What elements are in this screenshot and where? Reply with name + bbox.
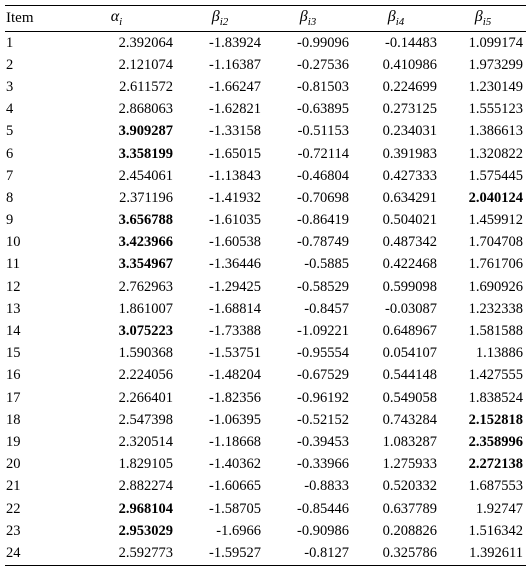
beta-i3-cell: -0.72114 <box>297 145 349 162</box>
table-row <box>5 232 526 254</box>
table-row <box>5 431 526 453</box>
alpha-i-cell: 1.829105 <box>118 456 173 473</box>
beta-i4-cell: 0.487342 <box>382 234 437 251</box>
table-row <box>5 32 526 55</box>
item-number-cell: 24 <box>6 544 21 561</box>
alpha-i-cell: 2.547398 <box>118 411 173 428</box>
table-row <box>5 343 526 365</box>
header-beta-i4: $\beta_{i4}$ <box>387 8 405 29</box>
beta-i5-cell: 1.687553 <box>468 478 523 495</box>
item-number-cell: 8 <box>6 189 14 206</box>
item-number-cell: 18 <box>6 411 21 428</box>
alpha-i-cell: 2.611572 <box>119 78 173 95</box>
beta-i2-cell: -1.06395 <box>209 411 261 428</box>
beta-i5-cell: 2.040124 <box>468 189 523 206</box>
beta-i4-cell: 0.520332 <box>382 478 437 495</box>
beta-i5-cell: 1.704708 <box>468 234 523 251</box>
beta-i3-cell: -0.81503 <box>297 78 349 95</box>
beta-i4-cell: -0.03087 <box>385 300 437 317</box>
table-row <box>5 165 526 187</box>
beta-i3-cell: -0.8457 <box>304 300 349 317</box>
item-number-cell: 12 <box>6 278 21 295</box>
beta-i2-cell: -1.61035 <box>209 212 261 229</box>
item-number-cell: 17 <box>6 389 21 406</box>
table-row <box>5 276 526 298</box>
beta-i5-cell: 1.392611 <box>469 544 523 561</box>
item-number-cell: 21 <box>6 478 21 495</box>
table-row <box>5 254 526 276</box>
beta-i5-cell: 1.459912 <box>468 212 523 229</box>
beta-i3-cell: -0.86419 <box>297 212 349 229</box>
beta-i3-cell: -0.95554 <box>297 345 349 362</box>
header-beta-i5: $\beta_{i5}$ <box>474 8 492 29</box>
beta-i2-cell: -1.60538 <box>209 234 261 251</box>
parameter-table-container <box>5 5 526 566</box>
table-row <box>5 365 526 387</box>
beta-i3-cell: -0.90986 <box>297 522 349 539</box>
beta-i5-cell: 2.358996 <box>468 433 523 450</box>
beta-i3-cell: -0.51153 <box>297 123 349 140</box>
item-number-cell: 11 <box>6 256 20 273</box>
beta-i4-cell: 0.391983 <box>382 145 437 162</box>
item-number-cell: 2 <box>6 56 14 73</box>
table-row <box>5 76 526 98</box>
beta-i3-cell: -0.70698 <box>297 189 349 206</box>
alpha-i-cell: 1.590368 <box>118 345 173 362</box>
item-number-cell: 4 <box>6 101 14 118</box>
beta-i2-cell: -1.36446 <box>209 256 261 273</box>
alpha-i-cell: 3.354967 <box>118 256 173 273</box>
beta-i4-cell: -0.14483 <box>385 34 437 51</box>
table-row <box>5 498 526 520</box>
beta-i5-cell: 1.973299 <box>468 56 523 73</box>
beta-i2-cell: -1.60665 <box>209 478 261 495</box>
beta-i5-cell: 1.099174 <box>468 34 523 51</box>
table-row <box>5 409 526 431</box>
beta-i4-cell: 0.325786 <box>382 544 437 561</box>
beta-i5-cell: 1.761706 <box>468 256 523 273</box>
beta-i3-cell: -0.78749 <box>297 234 349 251</box>
item-number-cell: 10 <box>6 234 21 251</box>
beta-i4-cell: 0.410986 <box>382 56 437 73</box>
beta-i4-cell: 0.273125 <box>382 101 437 118</box>
beta-i2-cell: -1.13843 <box>209 167 261 184</box>
table-row <box>5 210 526 232</box>
beta-i4-cell: 0.054107 <box>382 345 437 362</box>
table-row <box>5 520 526 542</box>
item-number-cell: 23 <box>6 522 21 539</box>
beta-i5-cell: 1.690926 <box>468 278 523 295</box>
table-row <box>5 54 526 76</box>
alpha-i-cell: 2.953029 <box>118 522 173 539</box>
beta-i4-cell: 0.234031 <box>382 123 437 140</box>
beta-i5-cell: 2.152818 <box>468 411 523 428</box>
beta-i3-cell: -1.09221 <box>297 323 349 340</box>
alpha-i-cell: 2.882274 <box>118 478 173 495</box>
beta-i4-cell: 1.275933 <box>382 456 437 473</box>
table-row <box>5 298 526 320</box>
beta-i4-cell: 0.637789 <box>382 500 437 517</box>
beta-i5-cell: 1.320822 <box>468 145 523 162</box>
item-number-cell: 16 <box>6 367 21 384</box>
beta-i2-cell: -1.53751 <box>209 345 261 362</box>
alpha-i-cell: 2.121074 <box>118 56 173 73</box>
beta-i2-cell: -1.73388 <box>209 323 261 340</box>
beta-i2-cell: -1.29425 <box>209 278 261 295</box>
item-number-cell: 5 <box>6 123 14 140</box>
item-number-cell: 22 <box>6 500 21 517</box>
beta-i2-cell: -1.83924 <box>209 34 261 51</box>
beta-i4-cell: 0.544148 <box>382 367 437 384</box>
beta-i2-cell: -1.16387 <box>209 56 261 73</box>
beta-i3-cell: -0.96192 <box>297 389 349 406</box>
alpha-i-cell: 2.762963 <box>118 278 173 295</box>
beta-i4-cell: 0.634291 <box>382 189 437 206</box>
beta-i2-cell: -1.33158 <box>209 123 261 140</box>
alpha-i-cell: 2.266401 <box>118 389 173 406</box>
beta-i5-cell: 1.516342 <box>468 522 523 539</box>
beta-i4-cell: 0.504021 <box>382 212 437 229</box>
alpha-i-cell: 3.909287 <box>118 123 173 140</box>
beta-i2-cell: -1.59527 <box>209 544 261 561</box>
beta-i2-cell: -1.82356 <box>209 389 261 406</box>
beta-i4-cell: 0.422468 <box>382 256 437 273</box>
alpha-i-cell: 2.371196 <box>119 189 173 206</box>
table-row <box>5 143 526 165</box>
beta-i2-cell: -1.68814 <box>209 300 261 317</box>
beta-i5-cell: 1.427555 <box>468 367 523 384</box>
alpha-i-cell: 3.075223 <box>118 323 173 340</box>
beta-i2-cell: -1.65015 <box>209 145 261 162</box>
table-row <box>5 454 526 476</box>
item-number-cell: 13 <box>6 300 21 317</box>
item-number-cell: 3 <box>6 78 14 95</box>
beta-i2-cell: -1.18668 <box>209 433 261 450</box>
beta-i2-cell: -1.40362 <box>209 456 261 473</box>
table-row <box>5 387 526 409</box>
beta-i3-cell: -0.5885 <box>304 256 349 273</box>
beta-i3-cell: -0.85446 <box>297 500 349 517</box>
beta-i5-cell: 2.272138 <box>468 456 523 473</box>
beta-i2-cell: -1.62821 <box>209 101 261 118</box>
beta-i4-cell: 1.083287 <box>382 433 437 450</box>
beta-i5-cell: 1.386613 <box>468 123 523 140</box>
table-row <box>5 187 526 209</box>
item-number-cell: 15 <box>6 345 21 362</box>
parameter-table <box>5 5 526 566</box>
beta-i5-cell: 1.581588 <box>468 323 523 340</box>
header-alpha-i: $\alpha_i$ <box>110 8 123 29</box>
item-number-cell: 19 <box>6 433 21 450</box>
beta-i2-cell: -1.66247 <box>209 78 261 95</box>
beta-i5-cell: 1.232338 <box>468 300 523 317</box>
header-beta-i2: $\beta_{i2}$ <box>211 8 229 29</box>
table-row <box>5 99 526 121</box>
table-row <box>5 121 526 143</box>
beta-i5-cell: 1.555123 <box>468 101 523 118</box>
item-number-cell: 20 <box>6 456 21 473</box>
beta-i3-cell: -0.8833 <box>304 478 349 495</box>
alpha-i-cell: 2.320514 <box>118 433 173 450</box>
alpha-i-cell: 2.592773 <box>118 544 173 561</box>
beta-i5-cell: 1.575445 <box>468 167 523 184</box>
item-number-cell: 9 <box>6 212 14 229</box>
beta-i5-cell: 1.838524 <box>468 389 523 406</box>
table-row <box>5 320 526 342</box>
header-beta-i3: $\beta_{i3}$ <box>299 8 317 29</box>
table-body <box>5 32 526 566</box>
alpha-i-cell: 2.868063 <box>118 101 173 118</box>
beta-i2-cell: -1.41932 <box>209 189 261 206</box>
alpha-i-cell: 2.224056 <box>118 367 173 384</box>
beta-i3-cell: -0.67529 <box>297 367 349 384</box>
table-row <box>5 476 526 498</box>
beta-i3-cell: -0.33966 <box>297 456 349 473</box>
beta-i5-cell: 1.92747 <box>475 500 523 517</box>
alpha-i-cell: 2.968104 <box>118 500 173 517</box>
header-item: Item <box>6 10 34 26</box>
beta-i4-cell: 0.648967 <box>382 323 437 340</box>
beta-i3-cell: -0.58529 <box>297 278 349 295</box>
item-number-cell: 1 <box>6 34 14 51</box>
beta-i3-cell: -0.52152 <box>297 411 349 428</box>
item-number-cell: 14 <box>6 323 21 340</box>
beta-i2-cell: -1.6966 <box>216 522 261 539</box>
beta-i3-cell: -0.46804 <box>297 167 349 184</box>
beta-i3-cell: -0.8127 <box>304 544 349 561</box>
beta-i4-cell: 0.427333 <box>382 167 437 184</box>
item-number-cell: 6 <box>6 145 14 162</box>
alpha-i-cell: 3.656788 <box>118 212 173 229</box>
table-header <box>5 6 526 32</box>
beta-i4-cell: 0.599098 <box>382 278 437 295</box>
beta-i3-cell: -0.39453 <box>297 433 349 450</box>
table-row <box>5 542 526 565</box>
alpha-i-cell: 1.861007 <box>118 300 173 317</box>
alpha-i-cell: 2.454061 <box>118 167 173 184</box>
beta-i2-cell: -1.48204 <box>209 367 261 384</box>
beta-i3-cell: -0.99096 <box>297 34 349 51</box>
alpha-i-cell: 2.392064 <box>118 34 173 51</box>
beta-i3-cell: -0.27536 <box>297 56 349 73</box>
beta-i4-cell: 0.549058 <box>382 389 437 406</box>
beta-i2-cell: -1.58705 <box>209 500 261 517</box>
beta-i4-cell: 0.743284 <box>382 411 437 428</box>
alpha-i-cell: 3.423966 <box>118 234 173 251</box>
alpha-i-cell: 3.358199 <box>118 145 173 162</box>
beta-i5-cell: 1.13886 <box>475 345 523 362</box>
beta-i4-cell: 0.208826 <box>382 522 437 539</box>
beta-i3-cell: -0.63895 <box>297 101 349 118</box>
beta-i5-cell: 1.230149 <box>468 78 523 95</box>
item-number-cell: 7 <box>6 167 14 184</box>
beta-i4-cell: 0.224699 <box>382 78 437 95</box>
header-row <box>5 6 526 32</box>
